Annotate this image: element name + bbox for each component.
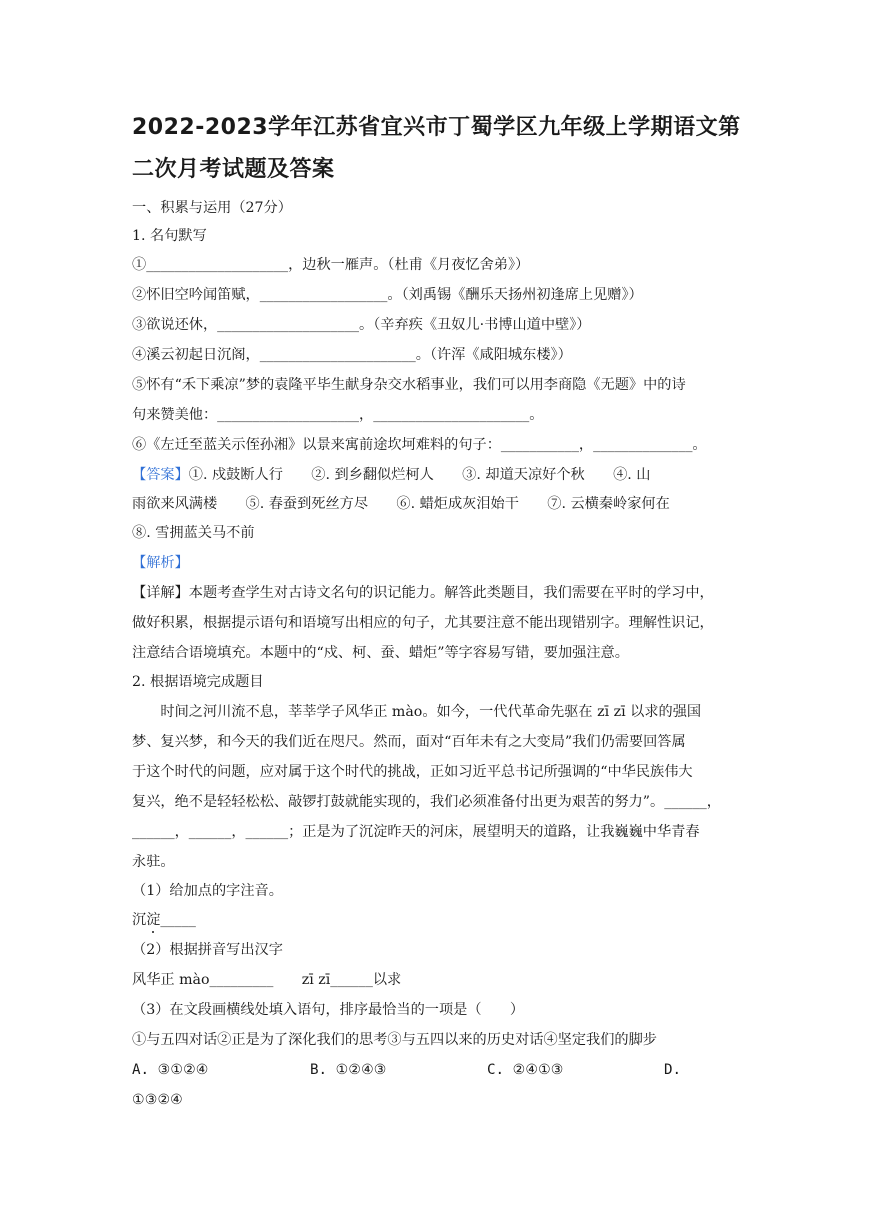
q2-para-line-6: 永驻。 xyxy=(132,854,175,870)
q2-sub-1: （1）给加点的字注音。 xyxy=(132,883,283,899)
answer-line-1 xyxy=(132,465,650,485)
answer-line-2: 雨欲来风满楼 ⑤. 春蚕到死丝方尽 ⑥. 蜡炬成灰泪始干 ⑦. 云横秦岭家何在 xyxy=(132,496,670,512)
q1-item-5: ⑤怀有“禾下乘凉”梦的袁隆平毕生献身杂交水稻事业，我们可以用李商隐《无题》中的诗 xyxy=(132,377,686,393)
detail-line-2: 做好积累，根据提示语句和语境写出相应的句子，尤其要注意不能出现错别字。理解性识记， xyxy=(132,615,714,631)
q2-para-line-2: 梦、复兴梦，和今天的我们近在咫尺。然而，面对“百年未有之大变局”我们仍需要回答属 xyxy=(132,734,686,750)
answer-label: 【答案】 xyxy=(132,467,189,483)
q2-para-line-5: ______，______，______；正是为了沉淀昨天的河床，展望明天的道路，让我巍巍中华青春 xyxy=(132,824,700,840)
sub1-dotted-char: 淀 xyxy=(146,912,161,928)
question-1-heading: 1. 名句默写 xyxy=(132,228,207,244)
section-heading: 一、积累与运用（27分） xyxy=(132,200,292,216)
option-c: C. ②④①③ xyxy=(487,1062,564,1078)
q2-sub-1-answer-line xyxy=(132,910,196,930)
q2-sub-3-items: ①与五四对话②正是为了深化我们的思考③与五四以来的历史对话④坚定我们的脚步 xyxy=(132,1032,657,1048)
document-title-line-2: 二次月考试题及答案 xyxy=(132,157,335,182)
q1-item-3: ③欲说还休，____________________。（辛弃疾《丑奴儿·书博山道中壁》） xyxy=(132,317,591,333)
q2-para-line-4: 复兴，绝不是轻轻松松、敲锣打鼓就能实现的，我们必须准备付出更为艰苦的努力”。______， xyxy=(132,794,721,810)
q2-para-line-1: 时间之河川流不息，莘莘学子风华正 mào。如今，一代代革命先驱在 zī zī 以求的强国 xyxy=(132,704,702,720)
answer-line-3: ⑧. 雪拥蓝关马不前 xyxy=(132,525,255,541)
q1-item-4: ④溪云初起日沉阁，______________________。（许浑《咸阳城东楼》） xyxy=(132,347,572,363)
detail-line-3: 注意结合语境填充。本题中的“戍、柯、蚕、蜡炬”等字容易写错，要加强注意。 xyxy=(132,645,629,661)
q2-para-line-3: 于这个时代的问题，应对属于这个时代的挑战，正如习近平总书记所强调的“中华民族伟大 xyxy=(132,764,693,780)
option-b: B. ①②④③ xyxy=(310,1062,387,1078)
analysis-label: 【解析】 xyxy=(132,555,189,571)
document-title-line-1: 2022-2023学年江苏省宜兴市丁蜀学区九年级上学期语文第 xyxy=(132,115,741,140)
q2-sub-2-line: 风华正 mào_________ zī zī______以求 xyxy=(132,972,402,988)
answer-text-1: ①. 戍鼓断人行 ②. 到乡翻似烂柯人 ③. 却道天凉好个秋 ④. 山 xyxy=(188,467,651,483)
question-2-heading: 2. 根据语境完成题目 xyxy=(132,674,264,690)
q1-item-2: ②怀旧空吟闻笛赋，__________________。（刘禹锡《酬乐天扬州初逢席上见赠》） xyxy=(132,287,643,303)
option-a: A. ③①②④ xyxy=(132,1062,209,1078)
sub1-char: 沉 xyxy=(132,912,147,928)
option-d: D. xyxy=(664,1062,682,1078)
detail-line-1: 【详解】本题考查学生对古诗文名句的识记能力。解答此类题目，我们需要在平时的学习中， xyxy=(132,585,714,601)
sub1-blank: _____ xyxy=(160,912,196,928)
q2-sub-2: （2）根据拼音写出汉字 xyxy=(132,942,283,958)
q2-sub-3: （3）在文段画横线处填入语句，排序最恰当的一项是（ ） xyxy=(132,1002,525,1018)
q1-item-1: ①____________________，边秋一雁声。（杜甫《月夜忆舍弟》） xyxy=(132,257,530,273)
q1-item-5-cont: 句来赞美他：____________________，______________________。 xyxy=(132,407,544,423)
q1-item-6: ⑥《左迁至蓝关示侄孙湘》以景来寓前途坎坷难料的句子：___________，______________。 xyxy=(132,437,707,453)
option-d-continued: ①③②④ xyxy=(132,1092,183,1108)
